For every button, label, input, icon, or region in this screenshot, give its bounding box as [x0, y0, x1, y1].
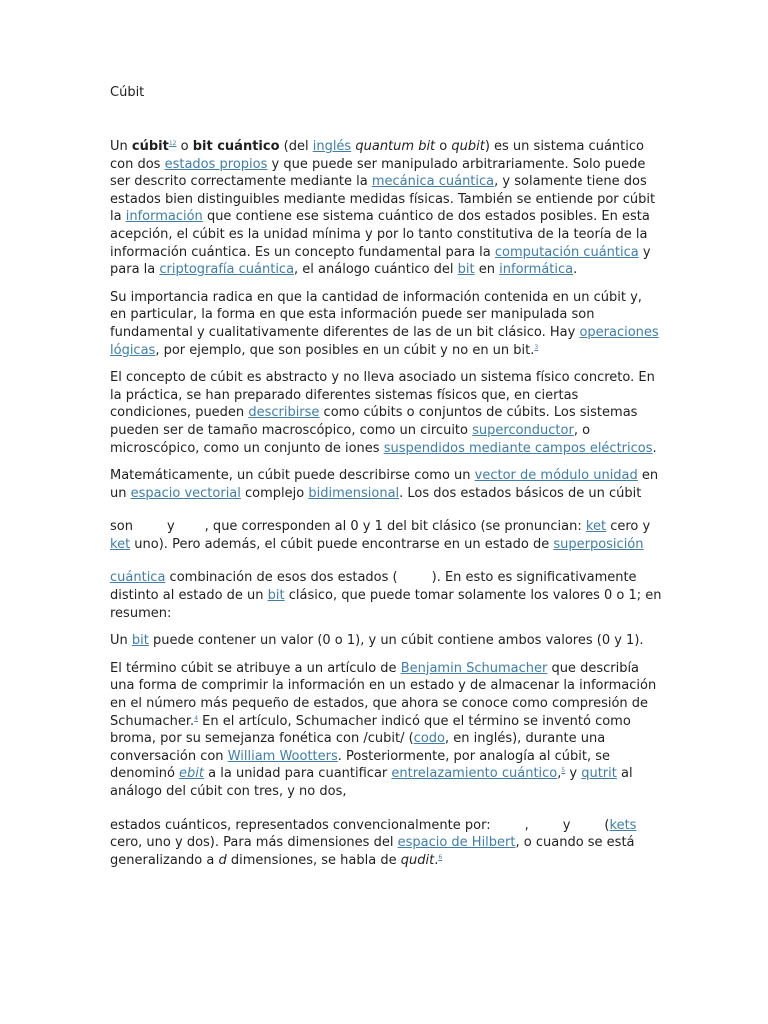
link-espacio-de-hilbert[interactable]: espacio de Hilbert: [397, 835, 516, 851]
paragraph-matematicamente-cont: son y , que corresponden al 0 y 1 del bit clásico (se pronuncian: ket cero y ket uno). Pero además, el cúbit puede encontrarse en un estado de superposición: [110, 519, 651, 552]
paragraph-resumen: Un bit puede contener un valor (0 o 1), y un cúbit contiene ambos valores (0 y 1).: [110, 633, 644, 649]
link-computacion-cuantica[interactable]: computación cuántica: [494, 244, 639, 260]
reference-6[interactable]: 6: [438, 853, 443, 861]
link-suspendidos-campos-electricos[interactable]: suspendidos mediante campos eléctricos: [383, 440, 653, 456]
link-estados-propios[interactable]: estados propios: [164, 156, 268, 172]
link-ket-uno[interactable]: ket: [110, 536, 131, 552]
link-ingles[interactable]: inglés: [312, 139, 352, 154]
paragraph-matematicamente-cont2: cuántica combinación de esos dos estados ( ). En esto es significativamente distinto al estado de un bit clásico, que puede tomar solamente los valores 0 o 1; en resumen:: [110, 570, 662, 621]
link-criptografia-cuantica[interactable]: criptografía cuántica: [159, 262, 295, 278]
link-bit[interactable]: bit: [457, 262, 475, 278]
link-codo[interactable]: codo: [413, 731, 445, 747]
reference-1[interactable]: 1: [168, 140, 173, 147]
link-bidimensional[interactable]: bidimensional: [308, 485, 400, 501]
link-operaciones-logicas[interactable]: operaciones lógicas: [110, 324, 659, 358]
page-title: Cúbit: [110, 85, 145, 100]
link-ebit[interactable]: ebit: [179, 766, 205, 782]
link-kets[interactable]: kets: [609, 817, 637, 833]
paragraph-concepto: El concepto de cúbit es abstracto y no lleva asociado un sistema físico concreto. En la práctica, se han preparado diferentes sistemas físicos que, en ciertas condiciones, pueden describirse como cúbits o conjuntos de cúbits. Los sistemas pueden ser de tamaño macroscópico, como un circuito superconductor, o microscópico, como un conjunto de iones suspendidos mediante campos eléctricos.: [110, 370, 657, 456]
paragraph-matematicamente: Matemáticamente, un cúbit puede describirse como un vector de módulo unidad en un espacio vectorial complejo bidimensional. Los dos estados básicos de un cúbit: [110, 468, 659, 501]
formula-gap: [110, 502, 662, 518]
link-bit-clasico[interactable]: bit: [267, 588, 285, 604]
link-ket-cero[interactable]: ket: [585, 519, 607, 535]
link-vector-modulo-unidad[interactable]: vector de módulo unidad: [474, 468, 638, 484]
link-qutrit[interactable]: qutrit: [581, 766, 617, 782]
link-describirse[interactable]: describirse: [248, 405, 320, 421]
reference-2[interactable]: 2: [172, 140, 177, 147]
link-superposicion[interactable]: superposición: [553, 536, 644, 552]
formula-gap: [110, 801, 662, 817]
link-entrelazamiento-cuantico[interactable]: entrelazamiento cuántico: [391, 766, 558, 782]
reference-3[interactable]: 3: [534, 343, 539, 351]
link-informacion[interactable]: información: [125, 209, 203, 225]
link-william-wootters[interactable]: William Wootters: [227, 748, 338, 764]
link-cuantica[interactable]: cuántica: [110, 570, 166, 586]
link-bit-resumen[interactable]: bit: [131, 633, 149, 649]
article: [110, 84, 662, 879]
paragraph-termino-cont: estados cuánticos, representados convencionalmente por: , y (kets cero, uno y dos). Para más dimensiones del espacio de Hilbert, o cuando se está generalizando a d dimensiones, se habla de qudit.$^6$: [110, 817, 637, 868]
term-bit-cuantico: bit cuántico: [192, 139, 280, 154]
formula-gap: [110, 553, 662, 569]
link-superconductor[interactable]: superconductor: [472, 422, 574, 438]
term-cubit: cúbit: [131, 139, 169, 154]
link-informatica[interactable]: informática: [499, 262, 574, 278]
reference-4[interactable]: 4: [194, 714, 199, 722]
paragraph-intro: Un cúbit$^{12}$ o bit cuántico (del inglés quantum bit o qubit) es un sistema cuántico con dos estados propios y que puede ser manipulado arbitrariamente. Solo puede ser descrito correctamente mediante la mecánica cuántica, y solamente tiene dos estados bien distinguibles mediante medidas físicas. También se entiende por cúbit la información que contiene ese sistema cuántico de dos estados posibles. En esta acepción, el cúbit es la unidad mínima y por lo tanto constitutiva de la teoría de la información cuántica. Es un concepto fundamental para la computación cuántica y para la criptografía cuántica, el análogo cuántico del bit en informática.: [110, 139, 656, 278]
paragraph-termino: El término cúbit se atribuye a un artículo de Benjamin Schumacher que describía una forma de comprimir la información en un estado y de almacenar la información en el número más pequeño de estados, que ahora se conoce como compresión de Schumacher.$^4$ En el artículo, Schumacher indicó que el término se inventó como broma, por su semejanza fonética con /cubit/ (codo, en inglés), durante una conversación con William Wootters. Posteriormente, por analogía al cúbit, se denominó ebit a la unidad para cuantificar entrelazamiento cuántico,$^5$ y qutrit al análogo del cúbit con tres, y no dos,: [110, 660, 657, 799]
link-mecanica-cuantica[interactable]: mecánica cuántica: [371, 174, 495, 190]
reference-5[interactable]: 5: [561, 767, 566, 775]
paragraph-importancia: Su importancia radica en que la cantidad de información contenida en un cúbit y, en particular, la forma en que esta información puede ser manipulada son fundamental y cualitativamente diferentes de las de un bit clásico. Hay operaciones lógicas, por ejemplo, que son posibles en un cúbit y no en un bit.$^3$: [110, 289, 659, 358]
link-espacio-vectorial[interactable]: espacio vectorial: [130, 485, 241, 501]
link-benjamin-schumacher[interactable]: Benjamin Schumacher: [400, 660, 548, 676]
